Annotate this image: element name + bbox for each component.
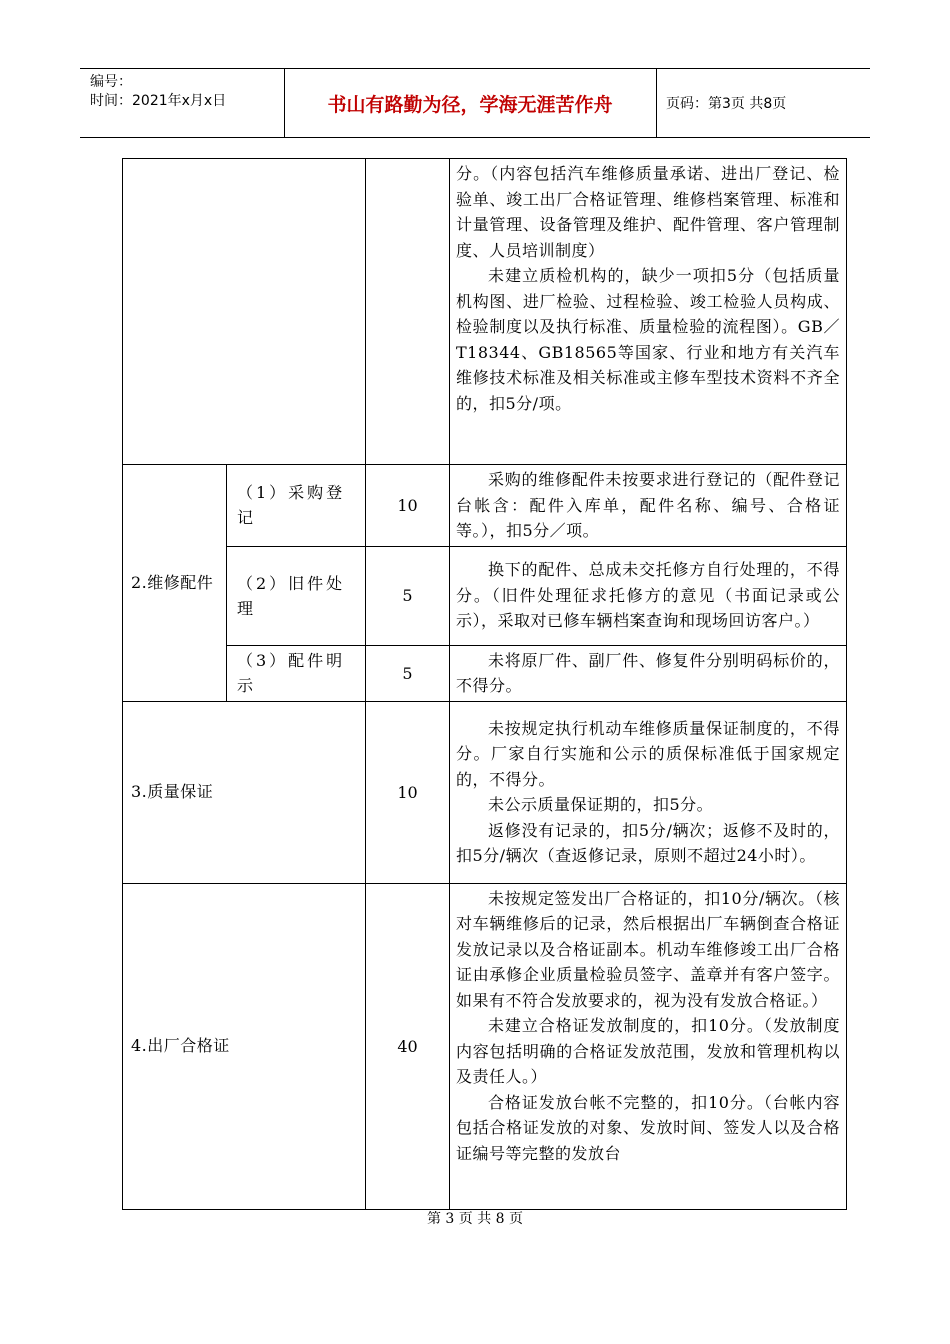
score-cell: 10 [366,701,450,883]
score-cell: 5 [366,546,450,645]
desc-paragraph: 未将原厂件、副厂件、修复件分别明码标价的，不得分。 [456,650,840,695]
desc-paragraph: 分。（内容包括汽车维修质量承诺、进出厂登记、检验单、竣工出厂合格证管理、维修档案管理、标准和计量管理、设备管理及维护、配件管理、客户管理制度、人员培训制度） [456,164,840,260]
table-row [123,546,847,645]
table-row [123,159,847,465]
subitem-cell: （2）旧件处理 [227,546,366,645]
table-row [123,883,847,1209]
score-cell: 40 [366,883,450,1209]
desc-cell [450,701,847,883]
score-cell: 10 [366,465,450,547]
table-row [123,645,847,701]
score-cell: 5 [366,645,450,701]
header-meta [90,73,226,111]
desc-paragraph: 未建立质检机构的，缺少一项扣5分（包括质量机构图、进厂检验、过程检验、竣工检验人员构成、检验制度以及执行标准、质量检验的流程图）。GB／T18344、GB18565等国家、行业和地方有关汽车维修技术标准及相关标准或主修车型技术资料不齐全的，扣5分/项。 [456,266,840,413]
desc-paragraph: 返修没有记录的，扣5分/辆次；返修不及时的，扣5分/辆次（查返修记录，原则不超过24小时）。 [456,820,840,865]
date-label: 时间：2021年x月x日 [90,93,227,109]
item-cell [123,159,366,465]
page-indicator: 页码：第3页 共8页 [666,96,787,112]
header-motto: 书山有路勤为径，学海无涯苦作舟 [327,93,613,116]
page-header [80,68,870,138]
desc-cell [450,465,847,547]
desc-paragraph: 未建立合格证发放制度的，扣10分。（发放制度内容包括明确的合格证发放范围，发放和管理机构以及责任人。） [456,1016,840,1086]
desc-paragraph: 未按规定签发出厂合格证的，扣10分/辆次。（核对车辆维修后的记录，然后根据出厂车辆倒查合格证发放记录以及合格证副本。机动车维修竣工出厂合格证由承修企业质量检验员签字、盖章并有客户签字。如果有不符合发放要求的，视为没有发放合格证。） [456,888,840,1010]
header-divider [656,69,657,137]
subitem-cell: （3）配件明示 [227,645,366,701]
desc-paragraph: 未公示质量保证期的，扣5分。 [488,795,714,814]
number-label: 编号： [90,74,132,90]
item-cell: 2.维修配件 [123,465,227,702]
table-row [123,701,847,883]
subitem-cell: （1）采购登记 [227,465,366,547]
desc-paragraph: 合格证发放台帐不完整的，扣10分。（台帐内容包括合格证发放的对象、发放时间、签发人以及合格证编号等完整的发放台 [456,1092,840,1163]
item-cell: 3.质量保证 [123,701,366,883]
desc-paragraph: 未按规定执行机动车维修质量保证制度的，不得分。厂家自行实施和公示的质保标准低于国家规定的，不得分。 [456,718,840,789]
item-cell: 4.出厂合格证 [123,883,366,1209]
page-footer: 第 3 页 共 8 页 [426,1211,524,1227]
desc-cell [450,645,847,701]
desc-paragraph: 换下的配件、总成未交托修方自行处理的，不得分。（旧件处理征求托修方的意见（书面记录或公示），采取对已修车辆档案查询和现场回访客户。） [456,560,840,631]
desc-cell [450,159,847,465]
desc-cell [450,883,847,1209]
desc-cell [450,546,847,645]
score-cell [366,159,450,465]
desc-paragraph: 采购的维修配件未按要求进行登记的（配件登记台帐含：配件入库单，配件名称、编号、合格证等。），扣5分／项。 [456,470,840,540]
scoring-table [122,158,847,1210]
table-row [123,465,847,547]
